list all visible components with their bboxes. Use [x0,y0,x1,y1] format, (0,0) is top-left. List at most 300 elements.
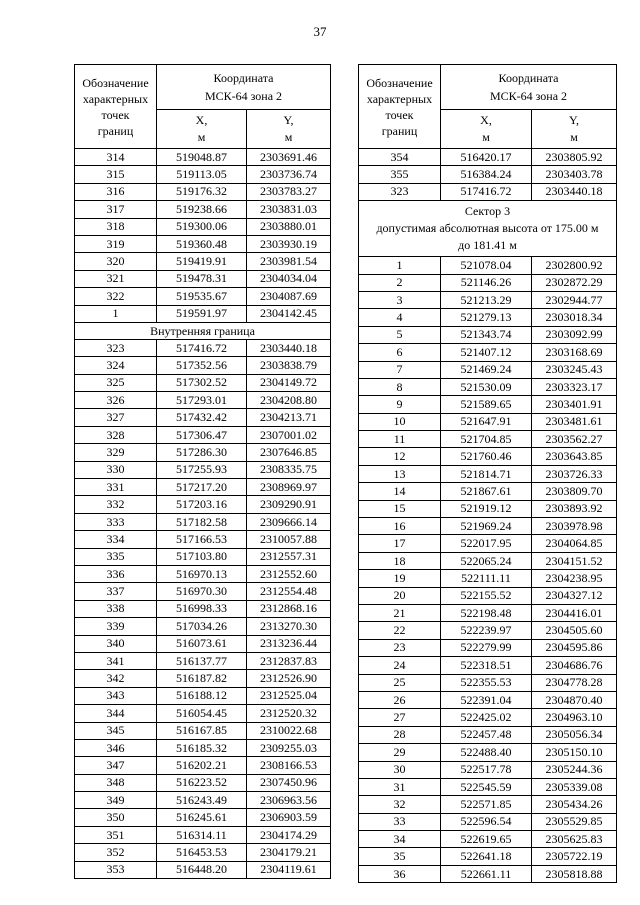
y-coordinate-cell: 2303893.92 [532,500,617,517]
point-number-cell: 355 [359,166,441,183]
point-label-header [359,65,441,149]
table-row [75,757,331,774]
table-row [75,235,331,252]
point-number-cell: 27 [359,709,441,726]
y-coordinate-cell: 2302944.77 [532,291,617,308]
y-coordinate-cell: 2304870.40 [532,691,617,708]
table-row [75,600,331,617]
header-line: м [570,130,578,144]
point-number-cell: 343 [75,687,157,704]
y-coordinate-cell: 2307450.96 [247,774,331,791]
coordinate-system-header [441,65,617,110]
y-coordinate-cell: 2303092.99 [532,326,617,343]
header-line: характерных [366,91,433,106]
y-coordinate-cell: 2304505.60 [532,622,617,639]
table-row [359,344,617,361]
point-number-cell: 347 [75,757,157,774]
x-coordinate-cell: 519535.67 [157,288,247,305]
table-row [75,705,331,722]
x-coordinate-cell: 521969.24 [441,518,532,535]
table-row [75,513,331,530]
y-coordinate-cell: 2303440.18 [532,183,617,200]
table-row [75,461,331,478]
x-coordinate-cell: 522545.59 [441,778,532,795]
point-label-header [75,65,157,149]
y-coordinate-cell: 2304213.71 [247,409,331,426]
y-coordinate-cell: 2303245.43 [532,361,617,378]
y-coordinate-cell: 2305529.85 [532,813,617,830]
point-number-cell: 335 [75,548,157,565]
table-row [75,479,331,496]
y-coordinate-cell: 2303168.69 [532,344,617,361]
header-line: Координата [498,71,559,85]
header-line: МСК-64 зона 2 [489,89,568,103]
x-coordinate-cell: 517352.56 [157,357,247,374]
section-title-line: допустимая абсолютная высота от 175.00 м [376,221,599,236]
x-coordinate-cell: 516420.17 [441,149,532,166]
point-number-cell: 328 [75,426,157,443]
y-coordinate-cell: 2303981.54 [247,253,331,270]
y-coordinate-cell: 2304963.10 [532,709,617,726]
y-coordinate-cell: 2304416.01 [532,604,617,621]
y-coordinate-cell: 2303880.01 [247,218,331,235]
section-row [359,201,617,257]
section-title [359,201,617,257]
x-coordinate-cell: 521213.29 [441,291,532,308]
point-number-cell: 22 [359,622,441,639]
x-coordinate-cell: 522661.11 [441,865,532,882]
y-coordinate-cell: 2312837.83 [247,652,331,669]
header-line: границ [381,123,418,138]
point-number-cell: 323 [75,339,157,356]
x-coordinate-cell: 516384.24 [441,166,532,183]
header-line: X, [195,113,208,127]
y-coordinate-cell: 2305722.19 [532,848,617,865]
x-coordinate-cell: 516073.61 [157,635,247,652]
point-number-cell: 329 [75,444,157,461]
x-coordinate-cell: 516243.49 [157,792,247,809]
x-coordinate-cell: 516187.82 [157,670,247,687]
y-coordinate-cell: 2304034.04 [247,270,331,287]
table-row [75,739,331,756]
x-coordinate-cell: 521919.12 [441,500,532,517]
table-row [359,657,617,674]
x-coordinate-cell: 521814.71 [441,465,532,482]
x-coordinate-cell: 522065.24 [441,552,532,569]
table-row [75,792,331,809]
table-row [75,548,331,565]
y-coordinate-cell: 2305056.34 [532,726,617,743]
point-number-cell: 14 [359,483,441,500]
header-line: Y, [568,113,580,127]
x-coordinate-cell: 521078.04 [441,257,532,274]
table-row [359,274,617,291]
x-coordinate-cell: 516167.85 [157,722,247,739]
table-row [359,639,617,656]
x-coordinate-cell: 519360.48 [157,235,247,252]
y-coordinate-cell: 2304151.52 [532,552,617,569]
x-coordinate-cell: 521867.61 [441,483,532,500]
table-row [359,587,617,604]
table-row [75,861,331,878]
point-number-cell: 346 [75,739,157,756]
table-row [75,149,331,166]
table-row [359,413,617,430]
x-coordinate-cell: 516223.52 [157,774,247,791]
x-coordinate-cell: 516314.11 [157,826,247,843]
x-coordinate-cell: 516453.53 [157,844,247,861]
header-line: границ [97,123,134,138]
x-coordinate-cell: 522619.65 [441,831,532,848]
x-coordinate-cell: 522111.11 [441,570,532,587]
x-coordinate-cell: 517182.58 [157,513,247,530]
header-line: Y, [283,113,294,127]
header-line: Обозначение [366,75,433,90]
x-coordinate-cell: 519478.31 [157,270,247,287]
point-number-cell: 5 [359,326,441,343]
x-coordinate-cell: 519113.05 [157,166,247,183]
y-coordinate-cell: 2303805.92 [532,149,617,166]
left-coordinates-table [74,64,331,879]
x-coordinate-cell: 522425.02 [441,709,532,726]
point-number-cell: 4 [359,309,441,326]
table-row [75,305,331,322]
y-coordinate-cell: 2305818.88 [532,865,617,882]
point-number-cell: 315 [75,166,157,183]
section-title-line: Сектор 3 [464,204,511,219]
x-coordinate-cell: 519419.91 [157,253,247,270]
table-row [359,726,617,743]
section-title-line: до 181.41 м [458,238,517,253]
y-coordinate-cell: 2303831.03 [247,201,331,218]
x-coordinate-cell: 521589.65 [441,396,532,413]
point-number-cell: 348 [75,774,157,791]
point-number-cell: 13 [359,465,441,482]
table-row [359,604,617,621]
point-number-cell: 317 [75,201,157,218]
x-coordinate-cell: 521343.74 [441,326,532,343]
y-coordinate-cell: 2304208.80 [247,392,331,409]
y-coordinate-cell: 2304149.72 [247,374,331,391]
table-row [75,583,331,600]
table-row [359,483,617,500]
x-coordinate-cell: 521279.13 [441,309,532,326]
x-coordinate-cell: 516998.33 [157,600,247,617]
point-number-cell: 28 [359,726,441,743]
point-number-cell: 34 [359,831,441,848]
table-row [75,183,331,200]
y-coordinate-cell: 2305625.83 [532,831,617,848]
header-line: характерных [82,91,149,106]
table-row [75,496,331,513]
x-coordinate-cell: 519591.97 [157,305,247,322]
table-row [359,778,617,795]
y-coordinate-cell: 2302800.92 [532,257,617,274]
point-number-cell: 15 [359,500,441,517]
y-coordinate-cell: 2312526.90 [247,670,331,687]
y-coordinate-cell: 2312525.04 [247,687,331,704]
table-row [75,288,331,305]
point-number-cell: 18 [359,552,441,569]
y-coordinate-cell: 2308335.75 [247,461,331,478]
x-coordinate-cell: 517286.30 [157,444,247,461]
x-coordinate-cell: 517416.72 [441,183,532,200]
x-coordinate-cell: 516448.20 [157,861,247,878]
x-column-header [441,110,532,149]
header-line: м [197,130,206,144]
x-coordinate-cell: 521704.85 [441,431,532,448]
point-number-cell: 19 [359,570,441,587]
point-number-cell: 33 [359,813,441,830]
x-coordinate-cell: 522355.53 [441,674,532,691]
header-line: м [482,130,490,144]
x-coordinate-cell: 516202.21 [157,757,247,774]
x-coordinate-cell: 522279.99 [441,639,532,656]
table-row [75,201,331,218]
y-coordinate-cell: 2313270.30 [247,618,331,635]
point-number-cell: 26 [359,691,441,708]
point-number-cell: 24 [359,657,441,674]
x-coordinate-cell: 517166.53 [157,531,247,548]
section-row [75,322,331,339]
point-number-cell: 327 [75,409,157,426]
x-column-header [157,110,247,149]
table-row [75,409,331,426]
table-row [75,565,331,582]
y-coordinate-cell: 2313236.44 [247,635,331,652]
point-number-cell: 340 [75,635,157,652]
y-coordinate-cell: 2308969.97 [247,479,331,496]
y-coordinate-cell: 2302872.29 [532,274,617,291]
y-coordinate-cell: 2309666.14 [247,513,331,530]
y-coordinate-cell: 2303403.78 [532,166,617,183]
table-row [359,622,617,639]
table-row [75,722,331,739]
table-row [359,361,617,378]
point-number-cell: 17 [359,535,441,552]
table-row [359,183,617,200]
x-coordinate-cell: 521760.46 [441,448,532,465]
point-number-cell: 316 [75,183,157,200]
y-coordinate-cell: 2309255.03 [247,739,331,756]
x-coordinate-cell: 517217.20 [157,479,247,496]
x-coordinate-cell: 521469.24 [441,361,532,378]
point-number-cell: 36 [359,865,441,882]
table-row [75,166,331,183]
x-coordinate-cell: 522155.52 [441,587,532,604]
point-number-cell: 319 [75,235,157,252]
table-row [359,796,617,813]
table-row [75,618,331,635]
x-coordinate-cell: 522198.48 [441,604,532,621]
point-number-cell: 321 [75,270,157,287]
point-number-cell: 6 [359,344,441,361]
x-coordinate-cell: 519176.32 [157,183,247,200]
x-coordinate-cell: 516054.45 [157,705,247,722]
table-row [75,531,331,548]
table-body [359,149,617,883]
point-number-cell: 31 [359,778,441,795]
x-coordinate-cell: 522318.51 [441,657,532,674]
y-coordinate-cell: 2303691.46 [247,149,331,166]
y-coordinate-cell: 2310022.68 [247,722,331,739]
y-coordinate-cell: 2306963.56 [247,792,331,809]
table-row [359,848,617,865]
point-number-cell: 30 [359,761,441,778]
point-number-cell: 1 [359,257,441,274]
table-row [359,744,617,761]
table-row [359,518,617,535]
table-row [359,674,617,691]
point-number-cell: 7 [359,361,441,378]
x-coordinate-cell: 521146.26 [441,274,532,291]
point-number-cell: 325 [75,374,157,391]
point-number-cell: 25 [359,674,441,691]
table-row [75,339,331,356]
table-row [75,635,331,652]
y-coordinate-cell: 2303562.27 [532,431,617,448]
y-coordinate-cell: 2305150.10 [532,744,617,761]
y-coordinate-cell: 2312552.60 [247,565,331,582]
table-row [75,218,331,235]
table-row [75,652,331,669]
table-row [359,431,617,448]
point-number-cell: 326 [75,392,157,409]
x-coordinate-cell: 522641.18 [441,848,532,865]
y-coordinate-cell: 2304087.69 [247,288,331,305]
point-number-cell: 9 [359,396,441,413]
y-coordinate-cell: 2304119.61 [247,861,331,878]
point-number-cell: 314 [75,149,157,166]
table-row [359,552,617,569]
y-coordinate-cell: 2307646.85 [247,444,331,461]
point-number-cell: 344 [75,705,157,722]
point-number-cell: 8 [359,378,441,395]
point-number-cell: 351 [75,826,157,843]
table-row [75,826,331,843]
point-number-cell: 35 [359,848,441,865]
x-coordinate-cell: 522517.78 [441,761,532,778]
header-line: МСК-64 зона 2 [204,89,283,103]
y-coordinate-cell: 2312520.32 [247,705,331,722]
table-row [75,444,331,461]
point-number-cell: 10 [359,413,441,430]
point-number-cell: 353 [75,861,157,878]
y-coordinate-cell: 2305434.26 [532,796,617,813]
table-row [75,357,331,374]
x-coordinate-cell: 517203.16 [157,496,247,513]
point-number-cell: 349 [75,792,157,809]
point-number-cell: 352 [75,844,157,861]
table-row [359,378,617,395]
x-coordinate-cell: 517302.52 [157,374,247,391]
y-coordinate-cell: 2303440.18 [247,339,331,356]
header-line: Координата [213,71,274,85]
y-coordinate-cell: 2303481.61 [532,413,617,430]
point-number-cell: 23 [359,639,441,656]
point-number-cell: 330 [75,461,157,478]
point-number-cell: 339 [75,618,157,635]
table-row [75,253,331,270]
y-coordinate-cell: 2303643.85 [532,448,617,465]
y-coordinate-cell: 2303323.17 [532,378,617,395]
table-row [75,270,331,287]
point-number-cell: 350 [75,809,157,826]
header-line: X, [480,113,492,127]
table-row [359,448,617,465]
y-coordinate-cell: 2304179.21 [247,844,331,861]
point-number-cell: 21 [359,604,441,621]
y-coordinate-cell: 2303736.74 [247,166,331,183]
point-number-cell: 3 [359,291,441,308]
point-number-cell: 342 [75,670,157,687]
x-coordinate-cell: 516137.77 [157,652,247,669]
table-row [75,374,331,391]
point-number-cell: 29 [359,744,441,761]
y-coordinate-cell: 2303726.33 [532,465,617,482]
point-number-cell: 331 [75,479,157,496]
point-number-cell: 11 [359,431,441,448]
point-number-cell: 324 [75,357,157,374]
y-coordinate-cell: 2303930.19 [247,235,331,252]
table-row [75,809,331,826]
table-row [359,535,617,552]
x-coordinate-cell: 517432.42 [157,409,247,426]
table-row [359,570,617,587]
x-coordinate-cell: 517034.26 [157,618,247,635]
point-number-cell: 336 [75,565,157,582]
x-coordinate-cell: 521407.12 [441,344,532,361]
y-coordinate-cell: 2303401.91 [532,396,617,413]
point-number-cell: 12 [359,448,441,465]
x-coordinate-cell: 516188.12 [157,687,247,704]
table-row [75,844,331,861]
y-coordinate-cell: 2304327.12 [532,587,617,604]
table-row [359,291,617,308]
point-number-cell: 320 [75,253,157,270]
y-coordinate-cell: 2305339.08 [532,778,617,795]
table-row [359,813,617,830]
point-number-cell: 16 [359,518,441,535]
point-number-cell: 323 [359,183,441,200]
point-number-cell: 318 [75,218,157,235]
x-coordinate-cell: 522239.97 [441,622,532,639]
y-coordinate-cell: 2309290.91 [247,496,331,513]
y-coordinate-cell: 2303018.34 [532,309,617,326]
table-row [359,326,617,343]
y-coordinate-cell: 2312554.48 [247,583,331,600]
y-coordinate-cell: 2306903.59 [247,809,331,826]
table-header [359,65,617,149]
table-header [75,65,331,149]
point-number-cell: 1 [75,305,157,322]
table-row [359,500,617,517]
point-number-cell: 345 [75,722,157,739]
header-line: Обозначение [82,75,149,90]
x-coordinate-cell: 521530.09 [441,378,532,395]
y-coordinate-cell: 2308166.53 [247,757,331,774]
table-row [359,691,617,708]
y-coordinate-cell: 2307001.02 [247,426,331,443]
point-number-cell: 20 [359,587,441,604]
table-row [75,392,331,409]
y-coordinate-cell: 2303809.70 [532,483,617,500]
coordinate-system-header [157,65,331,110]
table-row [359,465,617,482]
y-coordinate-cell: 2304064.85 [532,535,617,552]
x-coordinate-cell: 519238.66 [157,201,247,218]
point-number-cell: 32 [359,796,441,813]
